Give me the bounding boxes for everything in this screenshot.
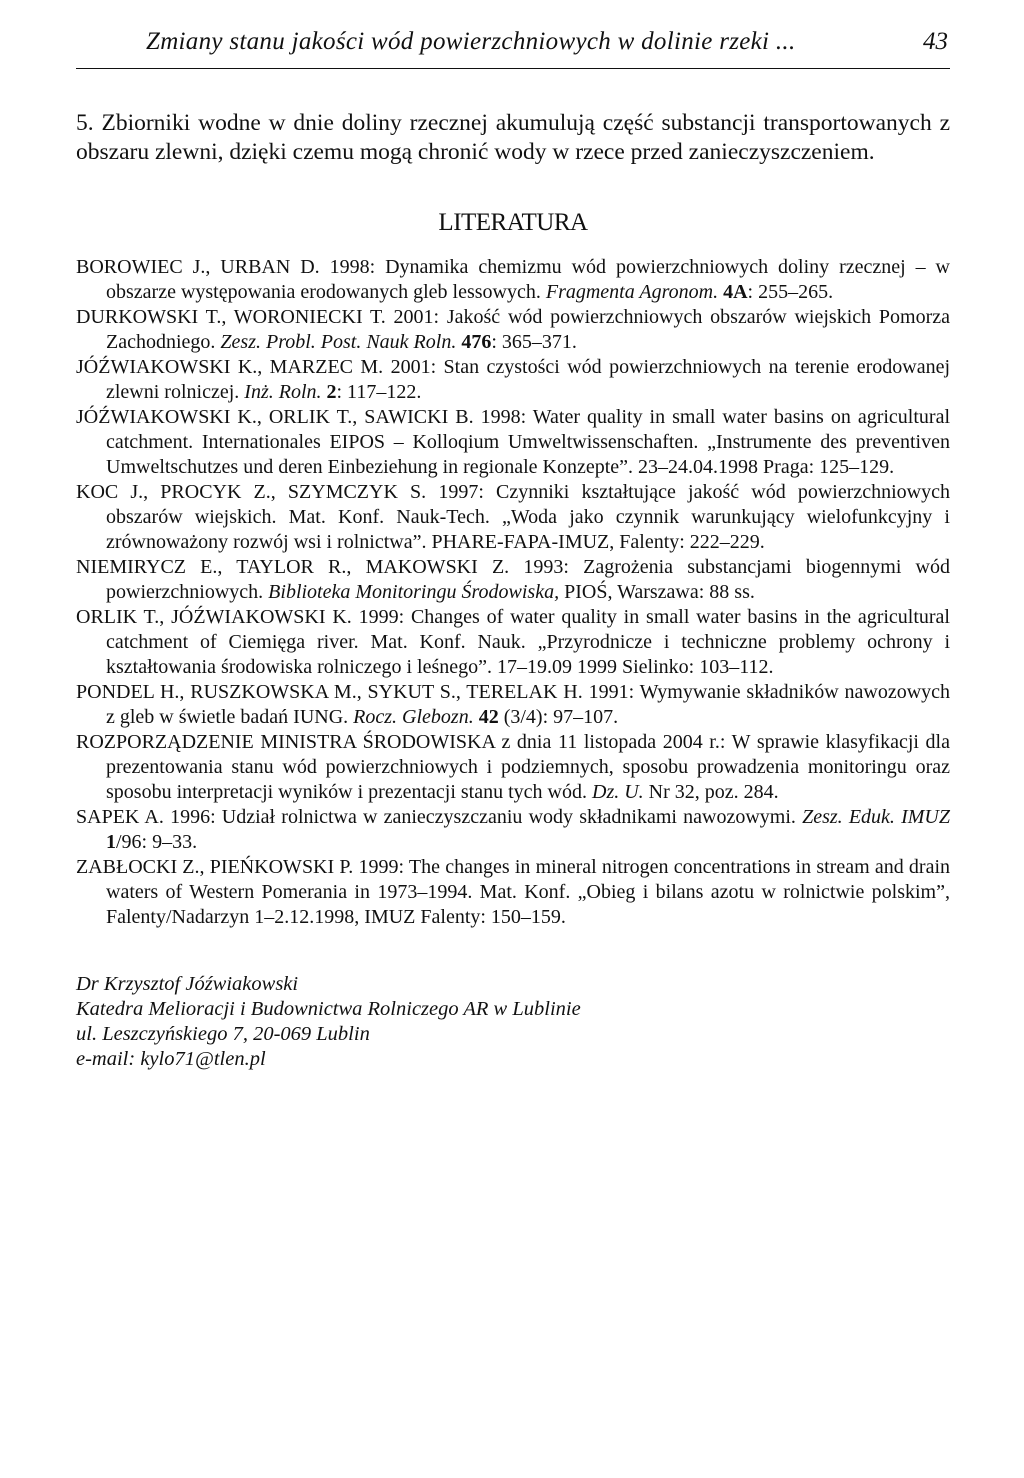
reference-entry <box>76 305 950 355</box>
reference-text: z dnia 11 listopada 2004 r.: W sprawie klasyfikacji dla prezentowania stanu wód powierzchniowych i podziemnych, sposobu prowadzenia monitoringu oraz sposobu interpretacji wyników i prezentacji stanu tych wód. <box>106 731 950 803</box>
reference-pages: PIOŚ, Warszawa: 88 ss. <box>559 581 755 603</box>
reference-source: Biblioteka Monitoringu Środowiska, <box>268 581 560 603</box>
reference-source: Dz. U. <box>592 781 644 803</box>
conclusion-paragraph: 5. Zbiorniki wodne w dnie doliny rzecznej akumulują część substancji transportowanych z obszaru zlewni, dzięki czemu mogą chronić wody w rzece przed zanieczyszczeniem. <box>76 110 950 165</box>
running-header <box>76 22 950 69</box>
reference-entry <box>76 555 950 605</box>
reference-text: 2001: Stan czystości wód powierzchniowych na terenie erodowanej zlewni rolniczej. <box>106 356 951 403</box>
reference-text: 1999: The changes in mineral nitrogen concentrations in stream and drain waters of Western Pomerania in 1973–1994. Mat. Konf. „Obieg i bilans azotu w rolnictwie polskim”, Falenty/Nadarzyn 1–2.12.1998, IMUZ Falenty: 150–159. <box>106 856 951 928</box>
reference-entry <box>76 355 950 405</box>
reference-source: Zesz. Eduk. IMUZ <box>802 806 950 828</box>
author-email[interactable]: e-mail: kylo71@tlen.pl <box>76 1048 266 1070</box>
reference-entry <box>76 730 950 805</box>
reference-entry <box>76 605 950 680</box>
author-address <box>76 972 950 1072</box>
author-name: Dr Krzysztof Jóźwiakowski <box>76 973 299 995</box>
reference-source: Rocz. Glebozn. <box>353 706 474 728</box>
reference-authors: DURKOWSKI T., WORONIECKI T. <box>76 306 386 328</box>
page-number: 43 <box>923 28 948 55</box>
reference-text: 1999: Changes of water quality in small water basins in the agricultural catchment of Ciemięga river. Mat. Konf. Nauk. „Przyrodnicze i techniczne problemy ochrony i kształtowania środowiska rolniczego i leśnego”. 17–19.09 1999 Sielinko: 103–112. <box>106 606 950 678</box>
author-department: Katedra Melioracji i Budownictwa Rolniczego AR w Lublinie <box>76 998 581 1020</box>
reference-entry <box>76 480 950 555</box>
reference-list <box>76 255 950 930</box>
reference-pages: : 117–122. <box>336 381 422 403</box>
reference-source: Inż. Roln. <box>244 381 322 403</box>
running-title: Zmiany stanu jakości wód powierzchniowych w dolinie rzeki ... <box>146 28 796 55</box>
page <box>76 22 950 1072</box>
reference-pages: (3/4): 97–107. <box>498 706 619 728</box>
reference-entry <box>76 855 950 930</box>
section-heading: LITERATURA <box>438 209 588 236</box>
reference-source: Zesz. Probl. Post. Nauk Roln. <box>220 331 457 353</box>
reference-entry <box>76 405 950 480</box>
reference-entry <box>76 805 950 855</box>
reference-authors: ZABŁOCKI Z., PIEŃKOWSKI P. <box>76 856 354 878</box>
reference-authors: PONDEL H., RUSZKOWSKA M., SYKUT S., TERELAK H. <box>76 681 583 703</box>
reference-pages: : 365–371. <box>491 331 577 353</box>
reference-volume: 1 <box>106 831 116 853</box>
reference-volume: 2 <box>326 381 337 403</box>
reference-source: Fragmenta Agronom. <box>545 281 719 303</box>
reference-entry <box>76 255 950 305</box>
reference-authors: ROZPORZĄDZENIE MINISTRA ŚRODOWISKA <box>76 731 495 753</box>
reference-authors: BOROWIEC J., URBAN D. <box>76 256 320 278</box>
reference-authors: NIEMIRYCZ E., TAYLOR R., MAKOWSKI Z. <box>76 556 510 578</box>
reference-entry <box>76 680 950 730</box>
reference-pages: : 255–265. <box>747 281 834 303</box>
reference-text: 1997: Czynniki kształtujące jakość wód powierzchniowych obszarów wiejskich. Mat. Konf. Nauk-Tech. „Woda jako czynnik warunkujący wielofunkcyjny i zrównoważony rozwój wsi i rolnictwa”. PHARE-FAPA-IMUZ, Falenty: 222–229. <box>106 481 950 553</box>
reference-volume: 42 <box>478 706 499 728</box>
author-street: ul. Leszczyńskiego 7, 20-069 Lublin <box>76 1023 370 1045</box>
reference-authors: JÓŹWIAKOWSKI K., MARZEC M. <box>76 356 384 378</box>
reference-authors: ORLIK T., JÓŹWIAKOWSKI K. <box>76 606 352 628</box>
reference-pages: /96: 9–33. <box>116 831 198 853</box>
reference-volume: 4A <box>723 281 748 303</box>
reference-authors: KOC J., PROCYK Z., SZYMCZYK S. <box>76 481 427 503</box>
reference-text: 1991: Wymywanie składników nawozowych z gleb w świetle badań IUNG. <box>106 681 951 728</box>
reference-text: 1996: Udział rolnictwa w zanieczyszczaniu wody składnikami nawozowymi. <box>170 806 803 828</box>
reference-authors: JÓŹWIAKOWSKI K., ORLIK T., SAWICKI B. <box>76 406 474 428</box>
reference-pages: Nr 32, poz. 284. <box>643 781 779 803</box>
reference-text: 1998: Water quality in small water basins on agricultural catchment. Internationales EIPOS – Kolloqium Umweltwissenschaften. „Instrumente des preventiven Umweltschutzes und deren Einbeziehung in regionale Konzepte”. 23–24.04.1998 Praga: 125–129. <box>106 406 951 478</box>
reference-volume: 476 <box>461 331 492 353</box>
reference-text: 2001: Jakość wód powierzchniowych obszarów wiejskich Pomorza Zachodniego. <box>106 306 950 353</box>
reference-authors: SAPEK A. <box>76 806 164 828</box>
reference-text: 1998: Dynamika chemizmu wód powierzchniowych doliny rzecznej – w obszarze występowania erodowanych gleb lessowych. <box>106 256 950 303</box>
reference-text: 1993: Zagrożenia substancjami biogennymi wód powierzchniowych. <box>106 556 950 603</box>
